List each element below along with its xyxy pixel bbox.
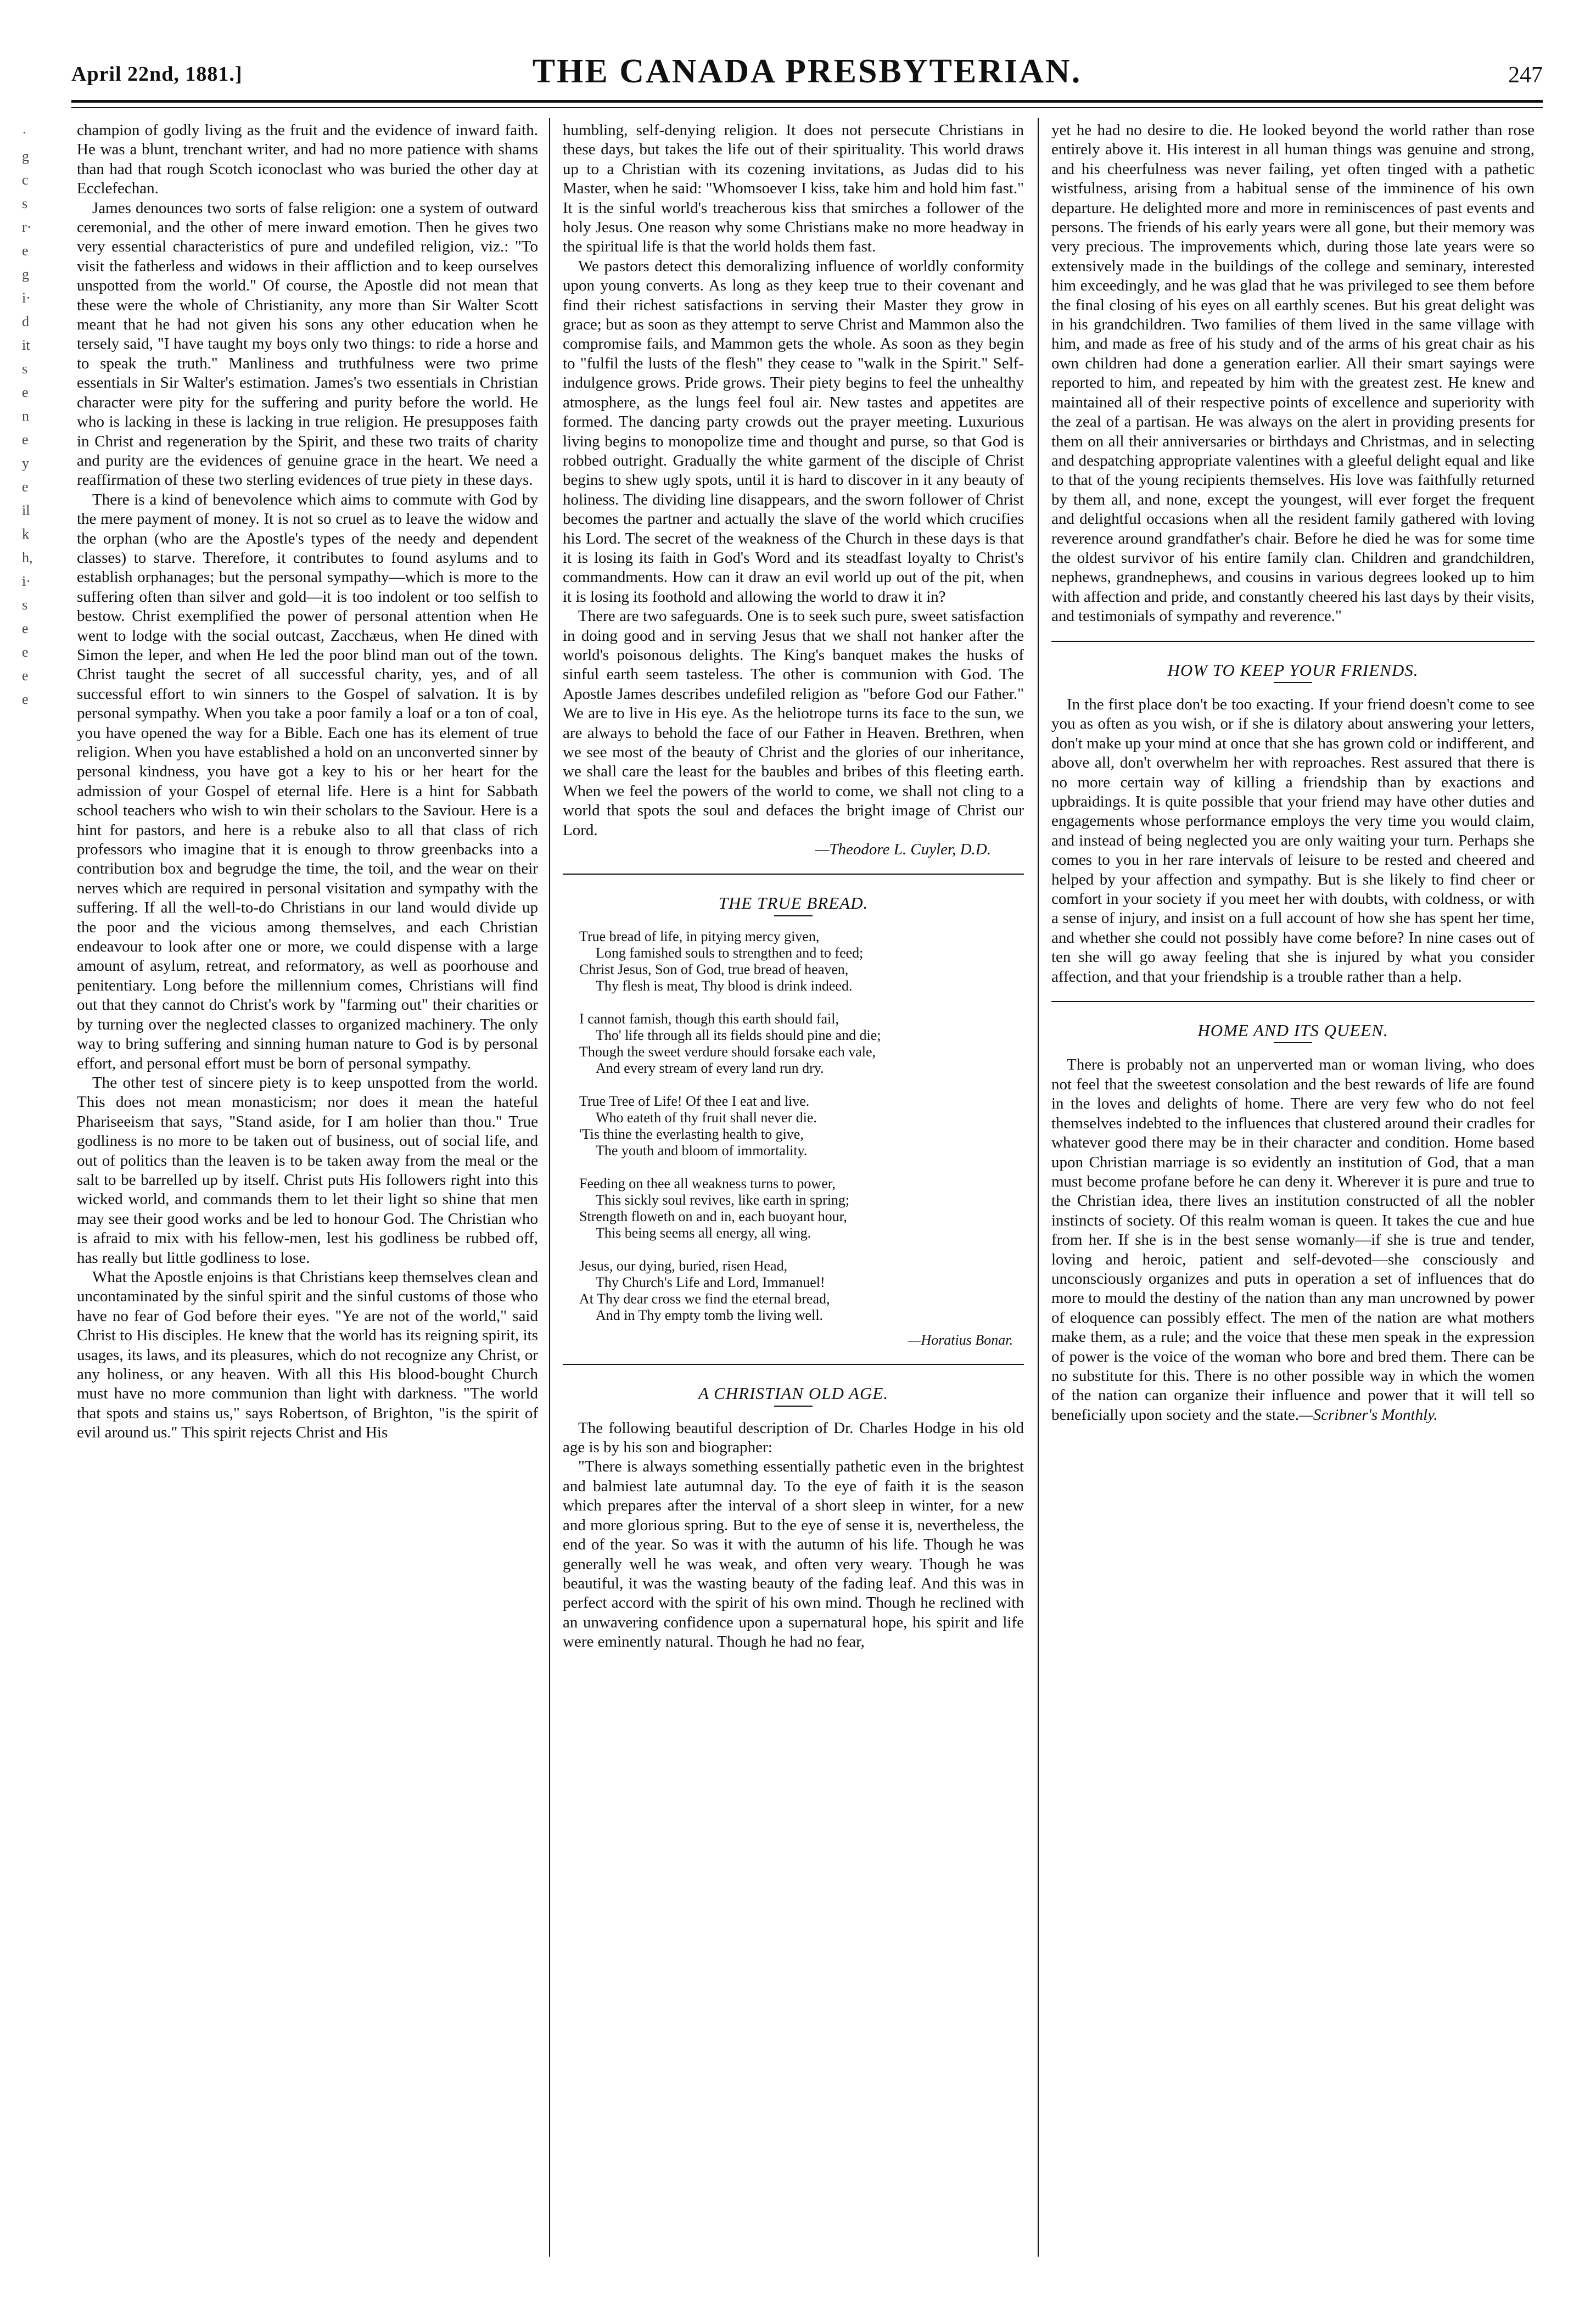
header-rule-thin	[71, 107, 1543, 108]
poem-line: Who eateth of thy fruit shall never die.	[596, 1109, 817, 1126]
margin-mark: h,	[22, 550, 33, 566]
margin-mark: i·	[22, 573, 31, 589]
poem-line: Feeding on thee all weakness turns to power,	[579, 1175, 836, 1191]
friends-text: In the first place don't be too exacting. If your friend doesn't come to see you as often as you wish, or if she is dilatory about answering your letters, don't make up your mind at once that she has grown cold or indifferent, and above all, don't overwhelm her with reproaches. Rest assured that there is no more certain way of killing a friendship than by exactions and upbraidings. It is quite possible that your friend may have other duties and engagements whose performance employs the very time you would claim, and instead of being neglected you are only waiting your turn. Perhaps she comes to you in her rare intervals of leisure to be rested and cheered and helped by your affection and sympathy. But is she likely to find cheer or comfort in your society if you meet her with doubts, with coldness, or with a sense of injury, and insist on a full account of how she has spent her time, and whether she could not possibly have come before? In nine cases out of ten she will go away feeling that she is injured by what you consider affection, and that your friendship is a trouble rather than a help.	[1051, 695, 1535, 986]
column-2	[563, 121, 1024, 2251]
paragraph: humbling, self-denying religion. It does not persecute Christians in these days, but takes the life out of their spirituality. This world draws up to a Christian with its cozening invitations, as Judas did to his Master, when he said: "Whomsoever I kiss, take him and hold him fast." It is the sinful world's treacherous kiss that smirches a follower of the holy Jesus. One reason why some Christians make no more headway in the spiritual life is that the world holds them fast.	[563, 121, 1024, 256]
poem-author: —Horatius Bonar.	[908, 1331, 1013, 1348]
title-underline	[774, 1406, 813, 1407]
title-underline	[1274, 682, 1312, 683]
margin-mark: c	[22, 172, 29, 188]
poem-line: Long famished souls to strengthen and to feed;	[596, 944, 864, 961]
margin-mark: e	[22, 384, 29, 400]
margin-mark: e	[22, 620, 29, 636]
margin-mark: r·	[22, 219, 32, 235]
poem-line: Strength floweth on and in, each buoyant hour,	[579, 1208, 847, 1224]
old-age-intro: The following beautiful description of Dr. Charles Hodge in his old age is by his son and biographer:	[563, 1419, 1024, 1457]
margin-mark: it	[22, 337, 30, 353]
paragraph: There are two safeguards. One is to seek such pure, sweet satisfaction in doing good and in serving Jesus that we shall not hanker after the world's poisonous delights. The King's banquet makes the husks of sinful earth seem tasteless. The other is communion with God. The Apostle James describes undefiled religion as "before God our Father." We are to live in His eye. As the heliotrope turns its face to the sun, we are always to behold the face of our Father in Heaven. Brethren, when we see most of the beauty of Christ and the glories of our inheritance, we shall care the least for the baubles and bribes of this fleeting earth. When we feel the powers of the world to come, we shall not cling to a world that spots the soul and defaces the bright image of Christ our Lord.	[563, 607, 1024, 839]
page-number: 247	[1508, 63, 1543, 88]
poem-title: THE TRUE BREAD.	[718, 893, 869, 913]
section-rule	[563, 1364, 1024, 1365]
section-rule	[1051, 1001, 1535, 1002]
article-cuyler-continued	[563, 121, 1024, 840]
paragraph: champion of godly living as the fruit and the evidence of inward faith. He was a blunt, trenchant writer, and had no more patience with shams than had that rough Scotch iconoclast who was buried the other day at Ecclefechan.	[77, 121, 538, 198]
column-1	[77, 121, 538, 2251]
poem-line: Christ Jesus, Son of God, true bread of heaven,	[579, 961, 849, 977]
poem-stanza	[579, 1011, 1024, 1077]
home-title: HOME AND ITS QUEEN.	[1197, 1021, 1388, 1040]
poem-line: This being seems all energy, all wing.	[596, 1224, 811, 1241]
margin-mark: e	[22, 479, 29, 495]
margin-mark: i·	[22, 290, 31, 306]
margin-marks	[22, 121, 44, 711]
header-rule-thick	[71, 100, 1543, 103]
column-divider	[1038, 118, 1039, 2257]
poem-line: True bread of life, in pitying mercy given,	[579, 928, 820, 944]
paragraph: There is a kind of benevolence which aims to commute with God by the mere payment of money. It is not so cruel as to leave the widow and the orphan (who are the Apostle's types of the needy and dependent classes) to starve. Therefore, it contributes to found asylums and to establish orphanages; but the personal sympathy—which is more to the suffering often than silver and gold—it is too indolent or too selfish to bestow. Christ exemplified the power of personal attention when He went to lodge with the social outcast, Zacchæus, when He dined with Simon the leper, and when He led the poor blind man out of the town. Christ taught the secret of all successful charity, yes, and of all successful effort to win sinners to the Gospel of salvation. It is by personal sympathy. When you take a poor family a loaf or a ton of coal, you have opened the way for a Bible. Each one has its element of true religion. When you have established a hold on an unconverted sinner by personal kindness, you have got a key to his or her heart for the admission of your Gospel of eternal life. Here is a hint for Sabbath school teachers who wish to win their scholars to the Saviour. Here is a hint for pastors, and here is a rebuke also to all that class of rich professors who imagine that it is enough to throw greenbacks into a contribution box and begrudge the time, the toil, and the wear on their nerves which are required in personal visitation and sympathy with the suffering. If all the well-to-do Christians in our land would divide up the poor and the vicious among themselves, and each Christian endeavour to look after one or more, we could dispense with a large amount of asylum, retreat, and reformatory, as well as poorhouse and penitentiary. Long before the millennium comes, Christians will find out that they cannot do Christ's work by "farming out" their charities or by turning over the neglected classes to organized machinery. The only way to bring suffering and sinning human nature to God is by personal effort, and personal effort must be born of personal sympathy.	[77, 490, 538, 1072]
poem-line: And in Thy empty tomb the living well.	[596, 1307, 824, 1323]
old-age-continued	[1051, 121, 1535, 626]
margin-mark: il	[22, 502, 30, 518]
margin-mark: e	[22, 432, 29, 447]
poem-stanza	[579, 928, 1024, 994]
friends-title: HOW TO KEEP YOUR FRIENDS.	[1167, 660, 1419, 680]
margin-mark: d	[22, 314, 29, 329]
newspaper-title: THE CANADA PRESBYTERIAN.	[532, 53, 1082, 90]
page-header	[71, 52, 1543, 96]
margin-mark: e	[22, 668, 29, 684]
section-rule	[1051, 641, 1535, 642]
home-source: —Scribner's Monthly.	[1298, 1406, 1438, 1424]
poem-line: I cannot famish, though this earth should fail,	[579, 1010, 839, 1027]
paragraph: yet he had no desire to die. He looked beyond the world rather than rose entirely above it. His interest in all human things was genuine and strong, and his cheerfulness was never failing, yet often tinged with a pathetic wistfulness, arising from a habitual sense of the imminence of his own departure. He delighted more and more in reminiscences of past events and persons. The friends of his early years were all gone, but their memory was very precious. The improvements which, during those late years were so extensively made in the buildings of the college and seminary, interested him exceedingly, and he was glad that he was privileged to see them before the final closing of his eyes on all earthly scenes. But his great delight was in his grandchildren. Two families of them lived in the same village with him, and made as free of his study and of the arms of his great chair as his own children had done a generation earlier. All their smart sayings were reported to him, and repeated by him with the greatest zest. He knew and maintained all of their respective points of excellence and superiority with the zeal of a partisan. He was always on the alert in providing presents for them on all their anniversaries or birthdays and Christmas, and in selecting and despatching appropriate valentines with a gleeful delight equal and like to that of the young recipients themselves. His love was faithfully returned by them all, and none, except the youngest, will ever forget the frequent and delightful occasions when all the resident family gathered with loving reverence around grandfather's chair. Before he died he was for some time the oldest survivor of his entire family clan. Children and grandchildren, nephews, grandnephews, and cousins in various degrees looked up to him with affection and pride, and constantly cheered his last days by their visits, and testimonials of sympathy and reverence."	[1051, 121, 1535, 625]
poem-stanza	[579, 1176, 1024, 1241]
margin-mark: e	[22, 243, 29, 259]
cuyler-signature: —Theodore L. Cuyler, D.D.	[815, 841, 991, 859]
poem-line: At Thy dear cross we find the eternal bread,	[579, 1290, 830, 1307]
old-age-quote: "There is always something essentially pathetic even in the brightest and balmiest late autumnal day. To the eye of faith it is the season which prepares after the interval of a short sleep in winter, for a new and more glorious spring. But to the eye of sense it is, nevertheless, the end of the year. So was it with the autumn of his life. Though he was generally well he was weak, and often very weary. Though he was beautiful, it was the wasting beauty of the fading leaf. And this was in perfect accord with the spirit of his own mind. Though he reclined with an unwavering confidence upon a supernatural hope, his spirit and life were eminently natural. Though he had no fear,	[563, 1458, 1024, 1651]
poem-line: The youth and bloom of immortality.	[596, 1142, 808, 1159]
margin-mark: s	[22, 195, 28, 211]
margin-mark: n	[22, 408, 29, 424]
poem-line: Though the sweet verdure should forsake each vale,	[579, 1043, 876, 1060]
poem-stanza	[579, 1093, 1024, 1159]
margin-mark: y	[22, 455, 29, 471]
column-divider	[549, 118, 550, 2257]
title-underline	[1274, 1042, 1312, 1043]
paragraph: James denounces two sorts of false religion: one a system of outward ceremonial, and the other of mere inward emotion. Then he gives two very essential characteristics of pure and undefiled religion, viz.: "To visit the fatherless and widows in their affliction and to keep ourselves unspotted from the world." Of course, the Apostle did not mean that these were the whole of Christianity, any more than Sir Walter Scott meant that he had not given his sons any other education when he tersely said, "I have taught my boys only two things: to ride a horse and to speak the truth." Manliness and truthfulness were two prime essentials in Sir Walter's estimation. James's two essentials in Christian character were pity for the suffering and purity before the world. He who is lacking in these is lacking in true religion. He presupposes faith in Christ and regeneration by the Spirit, and these two traits of charity and purity are the evidences of genuine grace in the heart. We need a reaffirmation of these two sterling evidences of true piety in these days.	[77, 199, 538, 489]
section-rule	[563, 874, 1024, 875]
issue-date: April 22nd, 1881.]	[71, 63, 243, 86]
poem-line: This sickly soul revives, like earth in spring;	[596, 1191, 850, 1208]
poem-line: 'Tis thine the everlasting health to give,	[579, 1126, 804, 1142]
margin-mark: k	[22, 526, 29, 542]
old-age-title: A CHRISTIAN OLD AGE.	[698, 1384, 889, 1403]
margin-mark: s	[22, 597, 28, 613]
margin-mark: g	[22, 266, 29, 282]
poem-true-bread	[579, 928, 1024, 1324]
margin-mark: e	[22, 691, 29, 707]
poem-line: Tho' life through all its fields should pine and die;	[596, 1027, 881, 1043]
margin-mark: g	[22, 148, 29, 164]
paragraph: The other test of sincere piety is to keep unspotted from the world. This does not mean monasticism; nor does it mean the hateful Phariseeism that says, "Stand aside, for I am holier than thou." True godliness is no more to be taken out of business, out of social life, and out of politics than the leaven is to be taken away from the meal or the salt to be barrelled up by itself. Christ puts His followers right into this wicked world, and commands them to let their light so shine that men may see their good works and be led to honour God. The Christian who is afraid to mix with his fellow-men, lest his godliness be rubbed off, has really but little godliness to lose.	[77, 1073, 538, 1267]
margin-mark: e	[22, 644, 29, 660]
poem-line: Thy flesh is meat, Thy blood is drink indeed.	[596, 977, 853, 994]
poem-line: And every stream of every land run dry.	[596, 1060, 824, 1076]
column-3	[1051, 121, 1535, 2251]
poem-line: Jesus, our dying, buried, risen Head,	[579, 1257, 788, 1274]
margin-mark: s	[22, 361, 28, 377]
poem-stanza	[579, 1258, 1024, 1324]
margin-mark: ·	[22, 125, 27, 141]
title-underline	[774, 915, 813, 916]
poem-line: Thy Church's Life and Lord, Immanuel!	[596, 1274, 825, 1290]
home-text: There is probably not an unperverted man or woman living, who does not feel that the sweetest consolation and the best rewards of life are found in the loves and delights of home. There are very few who do not feel themselves indebted to the influences that clustered around their cradles for whatever good there may be in their character and condition. Home based upon Christian marriage is so evidently an institution of God, that a man must become profane before he can deny it. Wherever it is pure and true to the Christian idea, there lives an institution constructed of all the nobler instincts of society. Of this realm woman is queen. It takes the cue and hue from her. If she is in the best sense womanly—if she is true and tender, loving and heroic, patient and self-devoted—she consciously and unconsciously organizes and puts in operation a set of influences that do more to mould the destiny of the nation than any man uncrowned by power of eloquence can possibly effect. The men of the nation are what mothers make them, as a rule; and the voice that these men speak in the expression of power is the voice of the woman who bore and bred them. There can be no substitute for this. There is no other possible way in which the women of the nation can organize their influence and power that it will tell so beneficially upon society and the state.	[1051, 1056, 1535, 1424]
paragraph: What the Apostle enjoins is that Christians keep themselves clean and uncontaminated by the sinful spirit and the sinful customs of those who have no fear of God before their eyes. "Ye are not of the world," said Christ to His disciples. He knew that the world has its reigning spirit, its usages, its laws, and its pleasures, which do not recognize any Christ, or any holiness, or any heaven. With all this His blood-bought Church must have no more communion than light with darkness. "The world that spots and stains us," says Robertson, of Brighton, "is the spirit of evil around us." This spirit rejects Christ and His	[77, 1268, 538, 1442]
poem-line: True Tree of Life! Of thee I eat and live.	[579, 1093, 810, 1109]
paragraph: We pastors detect this demoralizing influence of worldly conformity upon young converts. As long as they keep true to their covenant and find their richest satisfactions in serving their Master they grow in grace; but as soon as they attempt to serve Christ and Mammon also the compromise fails, and Mammon gets the whole. As soon as they begin to "fulfil the lusts of the flesh" they cease to "walk in the Spirit." Self-indulgence grows. Pride grows. Their piety begins to feel the unhealthy atmosphere, as the lungs feel foul air. New tastes and appetites are formed. The dancing party crowds out the prayer meeting. Luxurious living begins to monopolize time and thought and purse, so that God is robbed outright. Gradually the white garment of the disciple of Christ begins to shew ugly spots, until it is hard to discover in it any beauty of holiness. The dividing line disappears, and the sworn follower of Christ becomes the partner and actually the slave of the world which crucifies his Lord. The secret of the weakness of the Church in these days is that it is losing its faith in God's Word and its steadfast loyalty to Christ's commandments. How can it draw an evil world up out of the pit, when it is losing its foothold and allowing the world to draw it in?	[563, 257, 1024, 606]
